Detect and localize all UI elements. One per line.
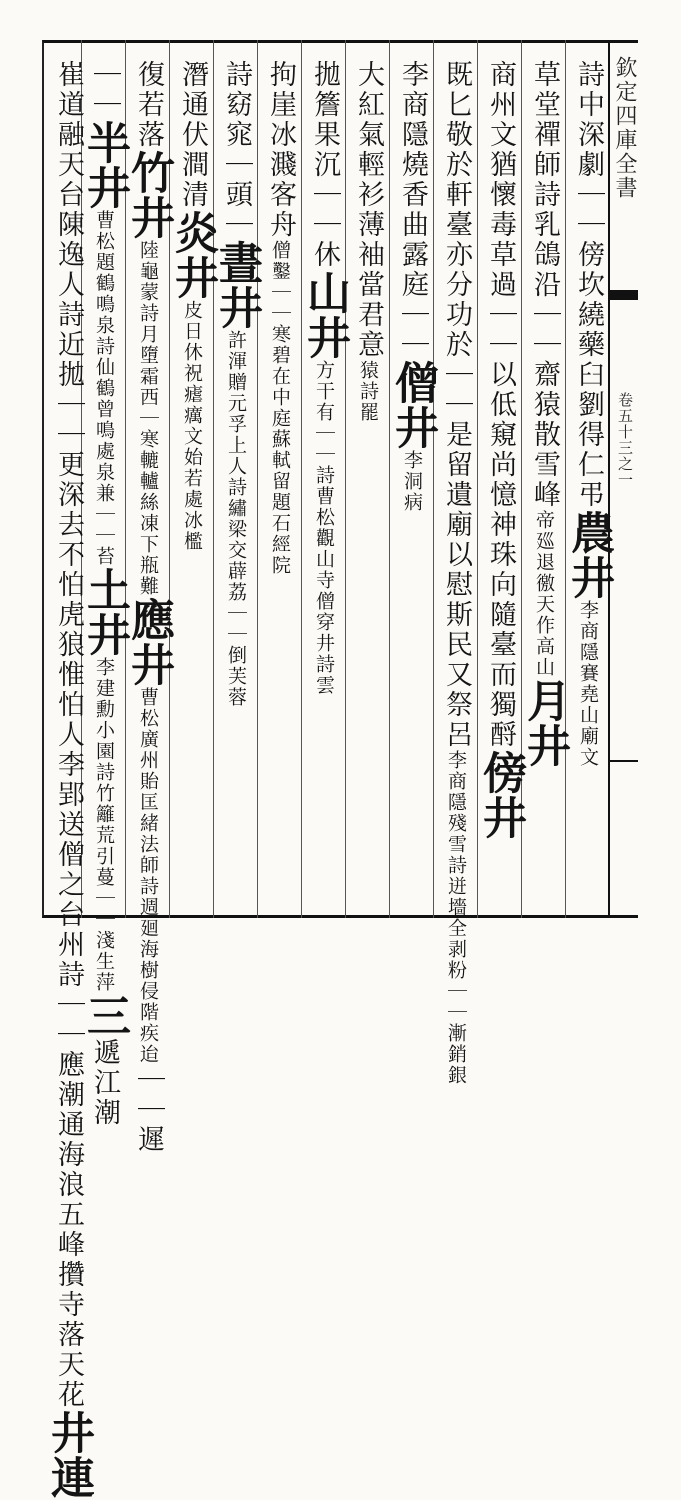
text-column	[519, 60, 570, 910]
body-text: 拋簷果沉｜｜休	[309, 60, 340, 270]
annotation-text: 詩週廻海樹侵階疾迨	[137, 876, 159, 1065]
index-heading: 僧井	[387, 360, 438, 450]
body-text: ｜｜遲	[133, 1065, 164, 1155]
index-heading: 半井	[79, 120, 130, 210]
margin-juan: 卷五十三之一	[616, 392, 634, 488]
annotation-text: 全剥粉｜｜漸銷銀	[445, 918, 467, 1086]
margin-tick	[610, 760, 638, 762]
body-text: 李商隱燒香曲露庭｜｜	[397, 60, 428, 360]
index-heading: 竹井	[123, 150, 174, 240]
index-heading: 晝井	[211, 240, 262, 330]
annotation-text: 文始若處冰檻	[181, 426, 203, 552]
text-column	[258, 60, 302, 910]
annotation-text: 李洞病	[401, 450, 423, 513]
text-column	[475, 60, 526, 910]
body-text: 李郢送僧之台州詩｜｜應潮通海浪五峰攢寺落天花	[53, 750, 84, 1410]
text-column	[346, 60, 390, 910]
annotation-text: 曾鳴處泉兼｜｜苔	[93, 399, 115, 567]
text-column	[167, 60, 218, 910]
fish-tail-mark	[608, 290, 638, 300]
text-column	[299, 60, 350, 910]
annotation-text: 李商隱賽堯山廟文	[577, 600, 599, 768]
text-column	[387, 60, 438, 910]
annotation-text: 荒引蔓｜｜淺生萍	[93, 825, 115, 993]
index-heading: 山井	[299, 270, 350, 360]
annotation-text: 猿詩罷	[357, 360, 379, 423]
body-text: 潛通伏澗清	[177, 60, 208, 210]
index-heading: 傍井	[475, 750, 526, 840]
index-heading: 土井	[79, 567, 130, 657]
text-column	[563, 60, 614, 910]
body-text: 拘崖冰濺客舟	[265, 60, 296, 240]
annotation-text: 梁交薜荔｜｜倒芙蓉	[225, 519, 247, 708]
annotation-text: ｜寒轆轤絲凍下瓶難	[137, 408, 159, 597]
body-text: ｜｜	[89, 60, 120, 120]
body-text: 詩窈窕｜頭｜	[221, 60, 252, 240]
annotation-text: 許渾贈元孚上人詩繡	[225, 330, 247, 519]
body-text: 遞江潮	[89, 1038, 120, 1128]
text-column	[211, 60, 262, 910]
body-text: 大紅氣輕衫薄袖當君意	[353, 60, 384, 360]
index-heading: 炎井	[167, 210, 218, 300]
annotation-text: 李商隱殘雪詩迸墻	[445, 750, 467, 918]
index-heading: 應井	[123, 597, 174, 687]
text-column	[43, 60, 94, 1500]
annotation-text: 曹松廣州貽匡緒法師	[137, 687, 159, 876]
annotation-text: 僧鑿｜｜寒碧在中庭蘇軾留題石經院	[269, 240, 291, 576]
annotation-text: 方干有｜｜詩曹松觀山寺僧穿井詩雲	[313, 360, 335, 696]
annotation-text: 曹松題鶴鳴泉詩仙鶴	[93, 210, 115, 399]
margin-title: 欽定四庫全書	[612, 56, 637, 200]
body-text: 商州文猶懷毒草過｜｜以低窺尚憶神珠向隨臺而獨酹	[485, 60, 516, 750]
annotation-text: 帝廵退徼天作高山	[533, 510, 555, 678]
annotation-text: 陸龜蒙詩月墮霜西	[137, 240, 159, 408]
body-text: 詩中深劇｜｜傍坎繞藥臼劉得仁弔	[573, 60, 604, 510]
index-heading: 井	[43, 1410, 94, 1455]
text-column	[434, 60, 478, 1086]
body-text: 復若落	[133, 60, 164, 150]
text-column	[123, 60, 174, 1155]
annotation-text: 李建勳小園詩竹籬	[93, 657, 115, 825]
index-heading: 三	[79, 993, 130, 1038]
body-text: 崔道融天台陳逸人詩近拋｜｜更深去不怕虎狼惟怕人	[53, 60, 84, 750]
annotation-text: 皮日休祝瘧癘	[181, 300, 203, 426]
body-text: 草堂禪師詩乳鴿沿｜｜齋猿散雪峰	[529, 60, 560, 510]
index-heading: 月井	[519, 678, 570, 768]
index-heading: 連	[43, 1455, 94, 1500]
index-heading: 農井	[563, 510, 614, 600]
body-text: 既匕敬於軒臺亦分功於｜｜是留遺廟以慰斯民又祭呂	[441, 60, 472, 750]
